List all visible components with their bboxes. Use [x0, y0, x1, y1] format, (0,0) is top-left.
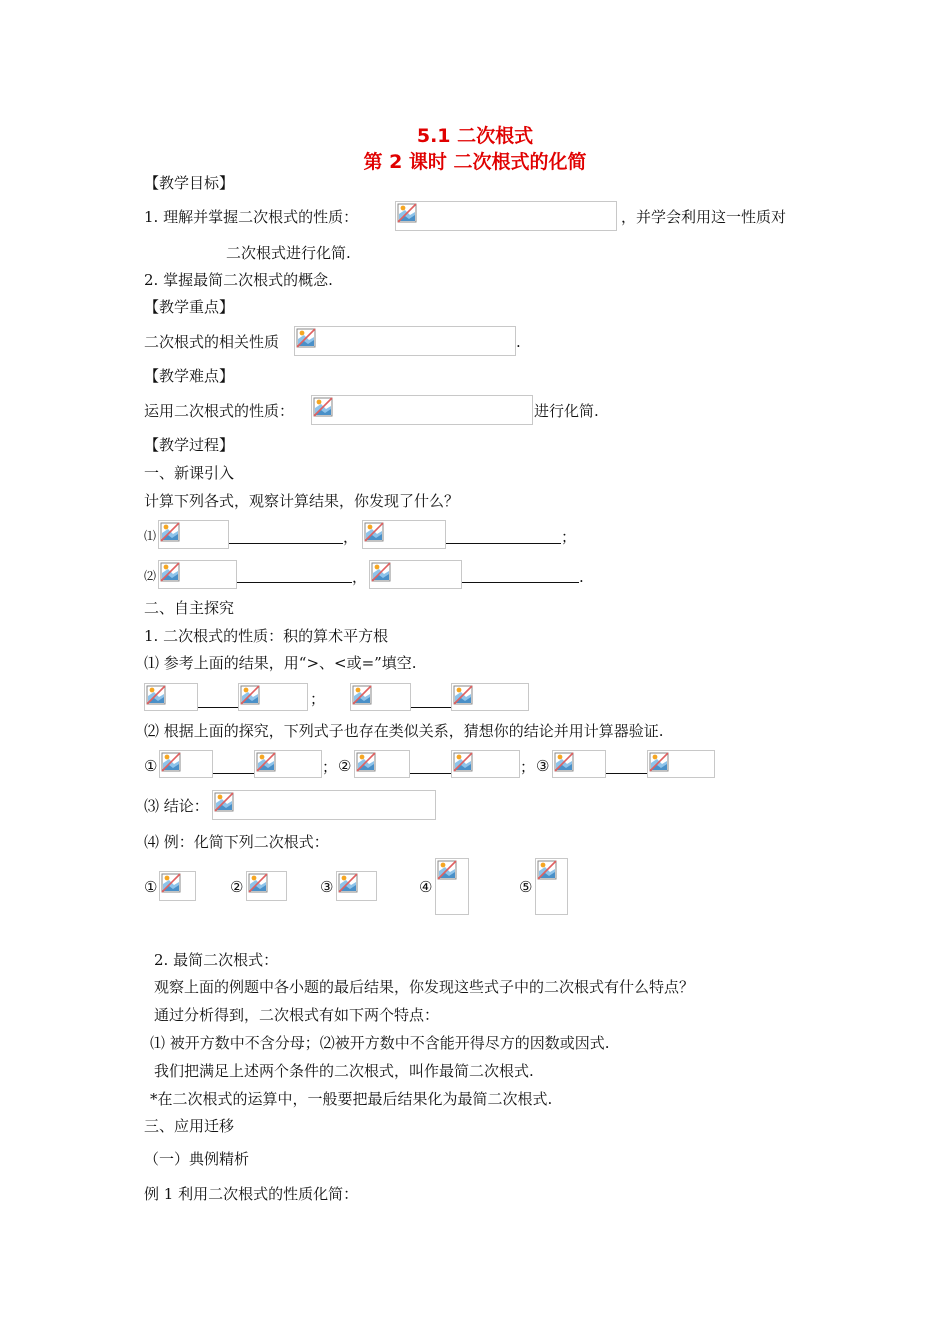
step-3: ⑶ 结论：	[144, 797, 209, 815]
section-2-heading: 二、自主探究	[144, 599, 235, 617]
formula-image	[451, 683, 529, 711]
broken-image-icon	[296, 328, 316, 348]
semicolon: ；	[322, 758, 338, 776]
section-3-heading: 三、应用迁移	[144, 1117, 235, 1135]
example-2-marker: ②	[230, 878, 244, 896]
step-2: ⑵ 根据上面的探究，下列式子也存在类似关系，猜想你的结论并用计算器验证.	[144, 722, 664, 740]
broken-image-icon	[397, 203, 417, 223]
broken-image-icon	[214, 792, 234, 812]
answer-blank	[213, 773, 254, 774]
formula-image	[451, 750, 520, 778]
step-1: ⑴ 参考上面的结果，用“>、<或=”填空.	[144, 654, 417, 672]
semicolon: ；	[310, 690, 326, 708]
example-1-heading: 例 1 利用二次根式的性质化简：	[144, 1185, 359, 1203]
broken-image-icon	[146, 685, 166, 705]
formula-image	[354, 750, 410, 778]
formula-image	[369, 560, 462, 589]
key-point-end: .	[516, 333, 521, 351]
formula-image	[535, 858, 568, 915]
difficulty-heading: 【教学难点】	[144, 367, 235, 385]
broken-image-icon	[554, 752, 574, 772]
difficulty-end: 进行化简.	[534, 402, 599, 420]
formula-image	[246, 871, 287, 901]
formula-image	[350, 683, 411, 711]
broken-image-icon	[161, 752, 181, 772]
formula-image	[158, 520, 229, 549]
example-1-marker: ①	[144, 878, 158, 896]
answer-blank	[237, 582, 352, 583]
simplest-paragraph-1: 观察上面的例题中各小题的最后结果，你发现这些式子中的二次根式有什么特点？	[154, 978, 695, 996]
formula-image	[552, 750, 606, 778]
answer-blank	[446, 543, 561, 544]
answer-blank	[411, 707, 451, 708]
step-4: ⑷ 例：化简下列二次根式：	[144, 833, 329, 851]
answer-blank	[198, 707, 238, 708]
formula-image	[311, 395, 533, 425]
key-point-text: 二次根式的相关性质	[144, 333, 280, 351]
broken-image-icon	[161, 873, 181, 893]
sub-section-1: （一）典例精析	[144, 1150, 250, 1168]
formula-image	[647, 750, 715, 778]
item-3-marker: ③	[536, 757, 550, 775]
broken-image-icon	[160, 562, 180, 582]
difficulty-text: 运用二次根式的性质：	[144, 402, 295, 420]
broken-image-icon	[240, 685, 260, 705]
broken-image-icon	[371, 562, 391, 582]
answer-blank	[229, 543, 343, 544]
item-2-marker: ②	[338, 757, 352, 775]
item-1-marker: ①	[144, 757, 158, 775]
section-1-prompt: 计算下列各式，观察计算结果，你发现了什么？	[144, 492, 460, 510]
formula-image	[395, 201, 617, 231]
objective-2: 2. 掌握最简二次根式的概念.	[144, 271, 333, 289]
broken-image-icon	[256, 752, 276, 772]
formula-image	[159, 750, 213, 778]
question-2-label: ⑵	[144, 569, 157, 583]
lesson-title: 5.1 二次根式	[416, 125, 534, 147]
example-5-marker: ⑤	[519, 878, 533, 896]
question-1-label: ⑴	[144, 529, 157, 543]
section-1-heading: 一、新课引入	[144, 464, 235, 482]
formula-image	[144, 683, 198, 711]
answer-blank	[462, 582, 579, 583]
semicolon: ；	[520, 758, 536, 776]
broken-image-icon	[352, 685, 372, 705]
formula-image	[238, 683, 308, 711]
broken-image-icon	[453, 752, 473, 772]
comma: ，	[352, 568, 368, 586]
objective-1-suffix: ，并学会利用这一性质对	[621, 208, 787, 226]
answer-blank	[606, 773, 647, 774]
key-point-heading: 【教学重点】	[144, 298, 235, 316]
example-4-marker: ④	[419, 878, 433, 896]
broken-image-icon	[248, 873, 268, 893]
broken-image-icon	[649, 752, 669, 772]
formula-image	[336, 871, 377, 901]
comma: ，	[343, 528, 359, 546]
broken-image-icon	[437, 860, 457, 880]
broken-image-icon	[338, 873, 358, 893]
formula-image	[435, 858, 469, 915]
objective-1-continuation: 二次根式进行化简.	[226, 244, 351, 262]
formula-image	[254, 750, 322, 778]
simplest-paragraph-3: ⑴ 被开方数中不含分母；⑵被开方数中不含能开得尽方的因数或因式.	[150, 1034, 610, 1052]
semicolon: ；	[561, 528, 577, 546]
simplest-paragraph-5: *在二次根式的运算中，一般要把最后结果化为最简二次根式.	[150, 1090, 553, 1108]
formula-image	[362, 520, 446, 549]
simplest-paragraph-2: 通过分析得到，二次根式有如下两个特点：	[154, 1006, 440, 1024]
broken-image-icon	[364, 522, 384, 542]
formula-image	[212, 790, 436, 820]
broken-image-icon	[160, 522, 180, 542]
lesson-subtitle: 第 2 课时 二次根式的化简	[363, 151, 587, 173]
answer-blank	[410, 773, 451, 774]
objective-1-prefix: 1. 理解并掌握二次根式的性质：	[144, 208, 359, 226]
broken-image-icon	[356, 752, 376, 772]
simplest-paragraph-4: 我们把满足上述两个条件的二次根式，叫作最简二次根式.	[154, 1062, 534, 1080]
process-heading: 【教学过程】	[144, 436, 235, 454]
formula-image	[159, 871, 196, 901]
broken-image-icon	[453, 685, 473, 705]
broken-image-icon	[537, 860, 557, 880]
broken-image-icon	[313, 397, 333, 417]
period: .	[579, 568, 584, 586]
formula-image	[158, 560, 237, 589]
example-3-marker: ③	[320, 878, 334, 896]
objectives-heading: 【教学目标】	[144, 174, 235, 192]
property-title: 1. 二次根式的性质：积的算术平方根	[144, 627, 389, 645]
simplest-title: 2. 最简二次根式：	[154, 951, 279, 969]
formula-image	[294, 326, 516, 356]
